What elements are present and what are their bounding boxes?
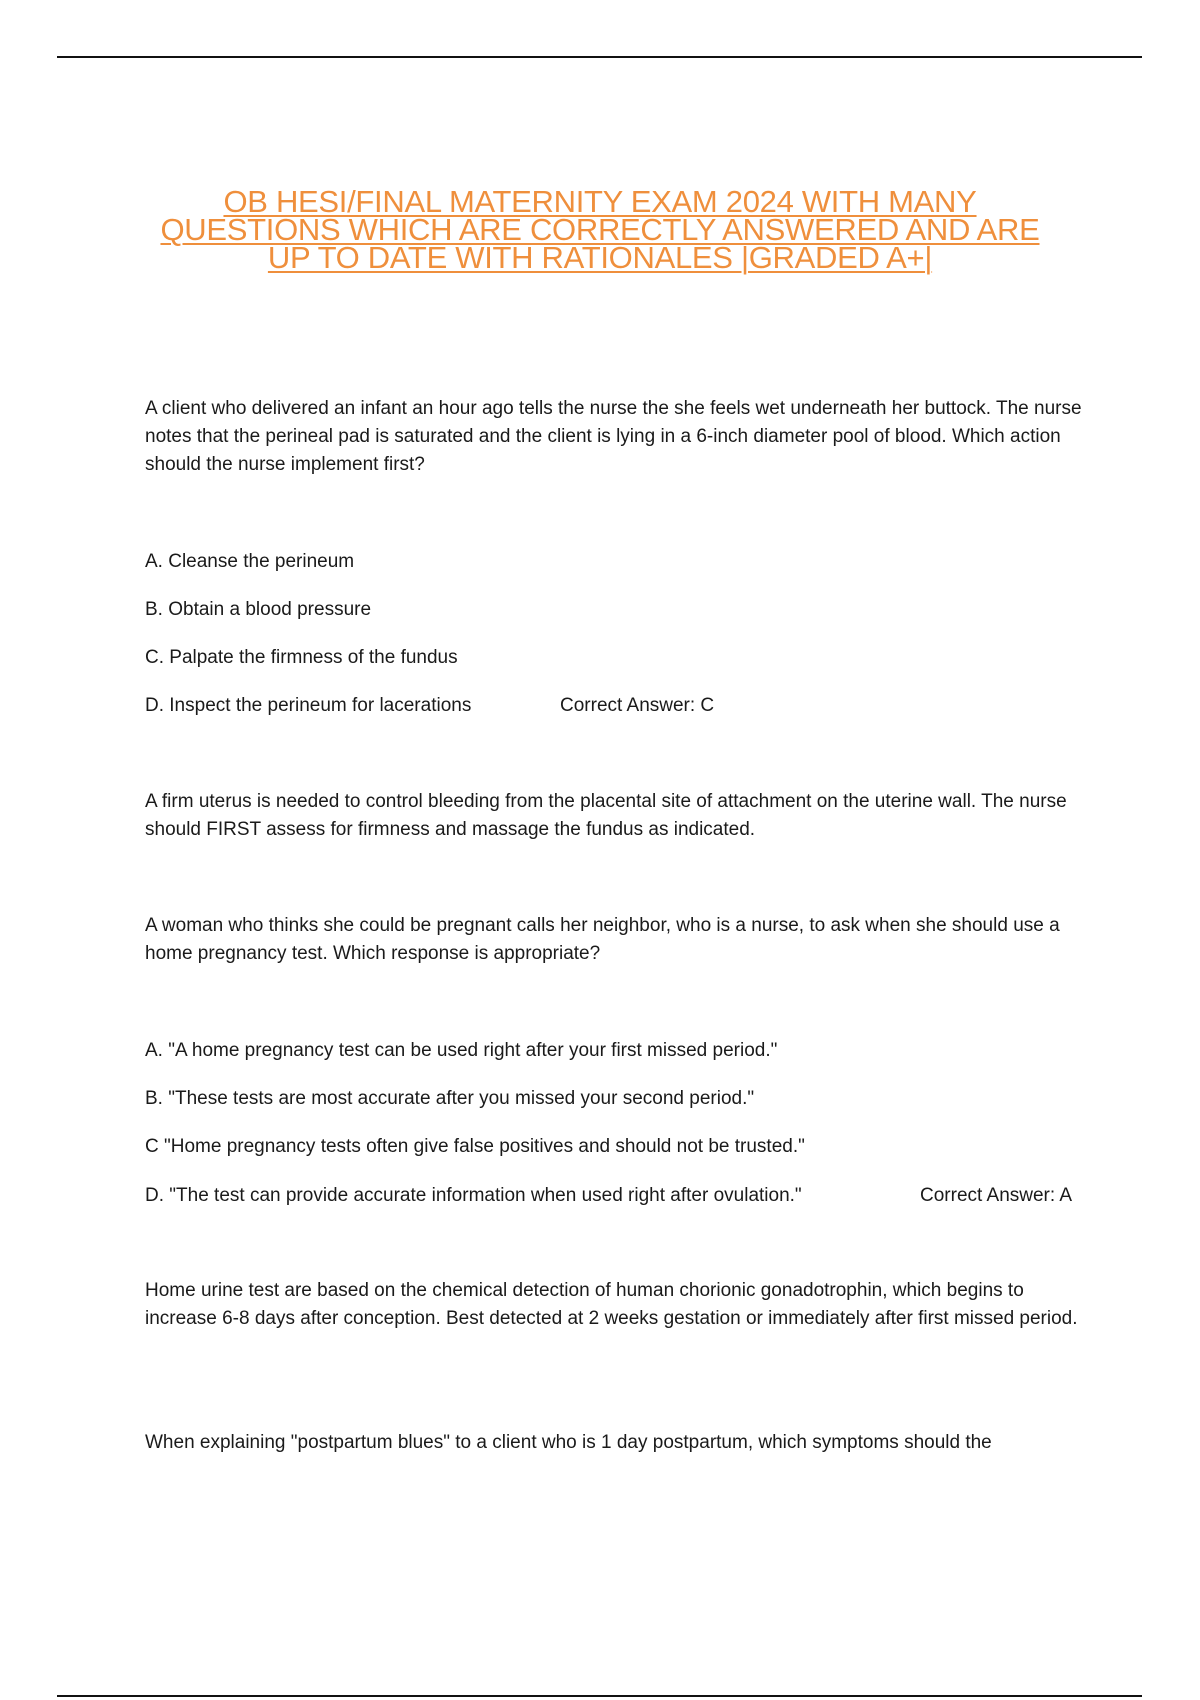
question-2-option-d: D. "The test can provide accurate information when used right after ovulation.": [145, 1185, 802, 1206]
question-1-option-d: D. Inspect the perineum for lacerations: [145, 695, 472, 716]
question-2-option-a: A. "A home pregnancy test can be used right after your first missed period.": [145, 1040, 778, 1061]
document-title: [100, 184, 1100, 275]
question-1-rationale: A firm uterus is needed to control bleeding from the placental site of attachment on the uterine wall. The nurse should FIRST assess for firmness and massage the fundus as indicated.: [145, 791, 1067, 840]
question-1-option-b: B. Obtain a blood pressure: [145, 599, 372, 620]
title-line-1: OB HESI/FINAL MATERNITY EXAM 2024 WITH MANY: [223, 184, 977, 219]
title-line-2: QUESTIONS WHICH ARE CORRECTLY ANSWERED AND ARE: [160, 212, 1040, 247]
question-2-stem: A woman who thinks she could be pregnant calls her neighbor, who is a nurse, to ask when she should use a home pregnancy test. Which response is appropriate?: [145, 915, 1060, 964]
question-2-rationale: Home urine test are based on the chemical detection of human chorionic gonadotrophin, which begins to increase 6-8 days after conception. Best detected at 2 weeks gestation or immediately after first missed period.: [145, 1280, 1078, 1329]
question-1-option-c: C. Palpate the firmness of the fundus: [145, 647, 458, 668]
question-2-option-c: C "Home pregnancy tests often give false positives and should not be trusted.": [145, 1136, 805, 1157]
question-1-correct-answer: Correct Answer: C: [560, 695, 715, 716]
question-3-stem: When explaining "postpartum blues" to a client who is 1 day postpartum, which symptoms should the: [145, 1432, 992, 1453]
question-1-stem: A client who delivered an infant an hour ago tells the nurse the she feels wet underneath her buttock. The nurse notes that the perineal pad is saturated and the client is lying in a 6-inch diameter pool of blood. Which action should the nurse implement first?: [145, 398, 1082, 475]
title-line-3: UP TO DATE WITH RATIONALES |GRADED A+|: [267, 240, 933, 275]
header-rule: [57, 56, 1142, 58]
question-2-correct-answer: Correct Answer: A: [920, 1185, 1073, 1206]
question-1-option-a: A. Cleanse the perineum: [145, 551, 355, 572]
footer-rule: [57, 1695, 1142, 1697]
question-2-option-b: B. "These tests are most accurate after you missed your second period.": [145, 1088, 755, 1109]
